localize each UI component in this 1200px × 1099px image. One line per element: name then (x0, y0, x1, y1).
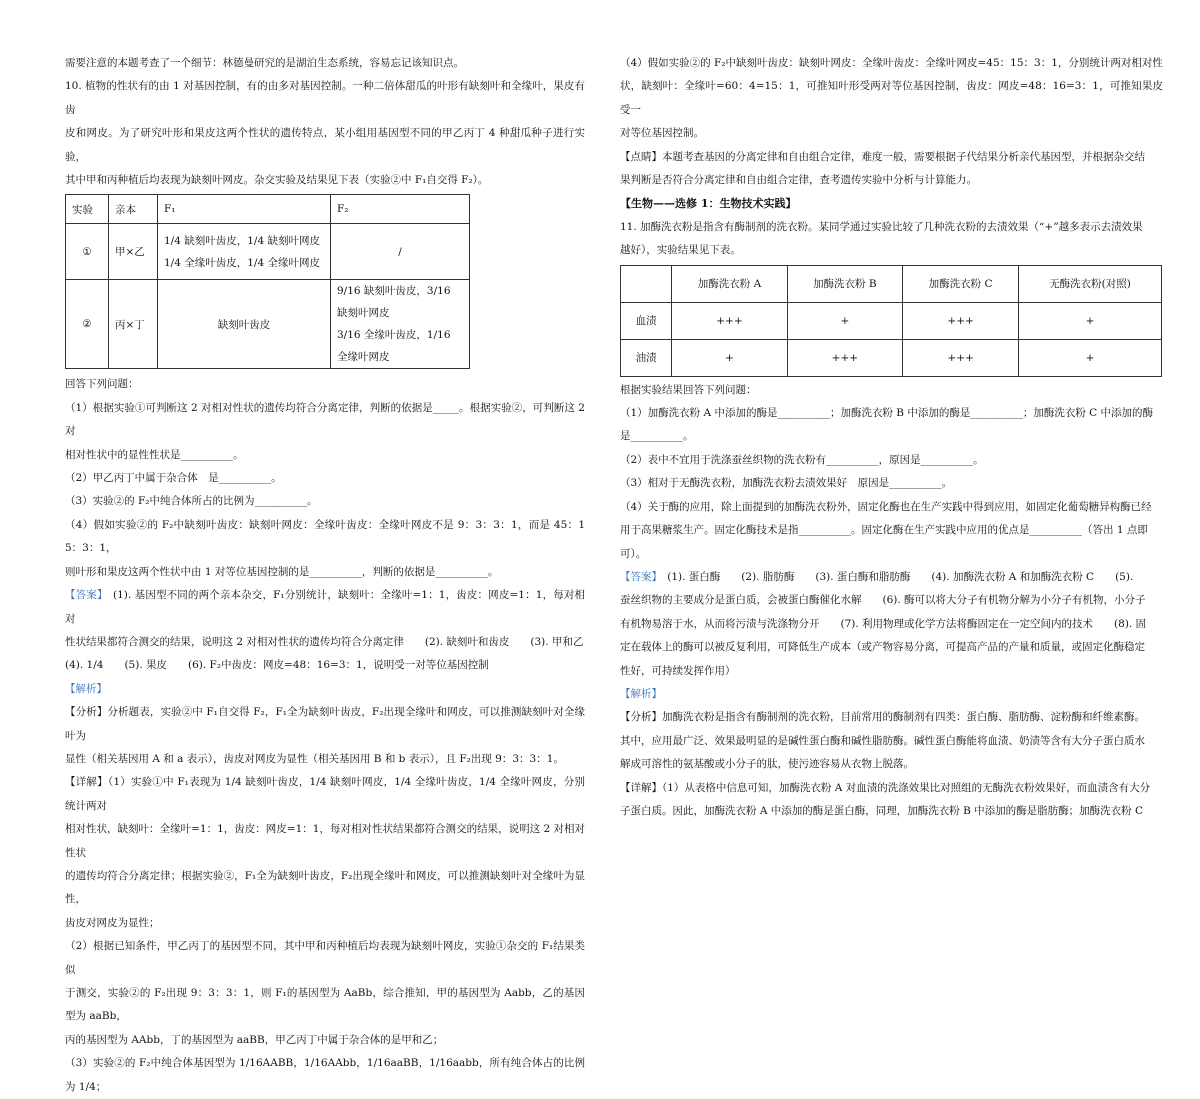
detail-paragraph: 的遗传均符合分离定律；根据实验②，F₁全为缺刻叶齿皮，F₂出现全缘叶和网皮，可以推测缺刻叶对全缘叶为显性， (65, 869, 585, 906)
answer-block (620, 566, 1163, 589)
table-header (621, 265, 672, 302)
table-cell: / (331, 224, 470, 280)
table-cell: +++ (787, 339, 903, 376)
table-header: 加酶洗衣粉 B (787, 265, 903, 302)
answer-block (65, 584, 585, 631)
question-11-text: 越好），实验结果见下表。 (620, 244, 741, 257)
detail-paragraph: 【详解】（1）从表格中信息可知，加酶洗衣粉 A 对血渍的洗涤效果比对照组的无酶洗衣粉效果好，而血渍含有大分 (620, 781, 1151, 794)
sub-question-4: （4）关于酶的应用，除上面提到的加酶洗衣粉外，固定化酶也在生产实践中得到应用，如固定化葡萄糖异构酶已经 (620, 500, 1152, 513)
analysis-tag: 【分析】 (65, 706, 108, 719)
detail-paragraph: （4）假如实验②的 F₂中缺刻叶齿皮：缺刻叶网皮：全缘叶齿皮：全缘叶网皮=45：15：3：1，分别统计两对相对性 (620, 57, 1163, 69)
left-column (65, 52, 585, 1099)
table-header-row (66, 195, 470, 224)
analysis-label: 【解析】 (620, 687, 662, 700)
answer-text: 定在载体上的酶可以被反复利用，可降低生产成本（或产物容易分离，可提高产品的产量和质量，或固定化酶稳定 (620, 641, 1145, 654)
tip-paragraph: 【点睛】本题考查基因的分离定律和自由组合定律，难度一般，需要根据子代结果分析亲代基因型，并根据杂交结 (620, 150, 1145, 163)
sub-question-1: 相对性状中的显性性状是__________。 (65, 448, 244, 461)
detail-tag: 【详解】 (65, 776, 108, 789)
table-header: 无酶洗衣粉(对照) (1019, 265, 1162, 302)
table-cell: ② (66, 280, 109, 369)
answer-text: (1). 基因型不同的两个亲本杂交，F₁分别统计，缺刻叶：全缘叶=1：1，齿皮：网皮=1：1，每对相对 (65, 589, 586, 625)
sub-question-4: （4）假如实验②的 F₂中缺刻叶齿皮：缺刻叶网皮：全缘叶齿皮：全缘叶网皮不是 9：3：3：1，而是 45：15：3：1， (65, 518, 585, 555)
detergent-table (620, 265, 1162, 377)
table-cell: + (1019, 302, 1162, 339)
table-cell (158, 224, 331, 280)
answer-text: 性好，可持续发挥作用） (620, 664, 736, 677)
answer-text: 蚕丝织物的主要成分是蛋白质，会被蛋白酶催化水解 (6). 酶可以将大分子有机物分解为小分子有机物，小分子 (620, 594, 1146, 607)
detail-paragraph: （3）实验②的 F₂中纯合体基因型为 1/16AABB，1/16AAbb，1/16aaBB，1/16aabb，所有纯合体占的比例为 1/4； (65, 1057, 585, 1093)
analysis-label: 【解析】 (65, 682, 107, 695)
cell-line: 1/4 缺刻叶齿皮，1/4 缺刻叶网皮 (164, 234, 320, 247)
question-11-text: 11. 加酶洗衣粉是指含有酶制剂的洗衣粉。某同学通过实验比较了几种洗衣粉的去渍效果（“+”越多表示去渍效果 (620, 220, 1143, 233)
sub-question-4: 则叶形和果皮这两个性状中由 1 对等位基因控制的是__________，判断的依据是__________。 (65, 565, 499, 578)
sub-question-2: （2）甲乙丙丁中属于杂合体 是__________。 (65, 472, 282, 485)
sub-question-1: （1）加酶洗衣粉 A 中添加的酶是__________；加酶洗衣粉 B 中添加的酶是__________；加酶洗衣粉 C 中添加的酶 (620, 407, 1154, 420)
table-cell (331, 280, 470, 369)
table-cell: +++ (672, 302, 787, 339)
table-cell: 丙×丁 (109, 280, 158, 369)
question-10-text: 10. 植物的性状有的由 1 对基因控制，有的由多对基因控制。一种二倍体甜瓜的叶形有缺刻叶和全缘叶，果皮有齿 (65, 80, 585, 116)
analysis-paragraph: 显性（相关基因用 A 和 a 表示），齿皮对网皮为显性（相关基因用 B 和 b 表示），且 F₂出现 9：3：3：1。 (65, 752, 564, 765)
table-cell: + (1019, 339, 1162, 376)
detail-paragraph: 相对性状，缺刻叶：全缘叶=1：1，齿皮：网皮=1：1，每对相对性状结果都符合测交的结果，说明这 2 对相对性状 (65, 823, 585, 859)
question-10-text: 其中甲和丙种植后均表现为缺刻叶网皮。杂交实验及结果见下表（实验②中 F₁自交得 F₂）。 (65, 174, 489, 187)
table-cell: 血渍 (621, 302, 672, 339)
sub-question-3: （3）实验②的 F₂中纯合体所占的比例为__________。 (65, 495, 318, 508)
tip-tag: 【点睛】 (620, 150, 662, 163)
right-column (620, 52, 1163, 823)
table-row (621, 339, 1162, 376)
table-header: 实验 (66, 195, 109, 224)
analysis-paragraph: 【分析】分析题表，实验②中 F₁自交得 F₂，F₁全为缺刻叶齿皮，F₂出现全缘叶和网皮，可以推测缺刻叶对全缘叶为 (65, 706, 585, 742)
sub-question-1: （1）根据实验①可判断这 2 对相对性状的遗传均符合分离定律，判断的依据是_____。根据实验②，可判断这 2 对 (65, 401, 585, 438)
answer-label: 【答案】 (65, 589, 103, 602)
table-header: 加酶洗衣粉 A (672, 265, 787, 302)
cross-experiment-table (65, 194, 470, 369)
table-cell: +++ (903, 339, 1019, 376)
table-header-row (621, 265, 1162, 302)
table-row (66, 224, 470, 280)
table-row (621, 302, 1162, 339)
table-header: F₁ (158, 195, 331, 224)
table-cell: +++ (903, 302, 1019, 339)
section-heading: 【生物——选修 1：生物技术实践】 (620, 197, 797, 211)
analysis-tag: 【分析】 (620, 711, 662, 724)
detail-paragraph: 于测交，实验②的 F₂出现 9：3：3：1，则 F₁的基因型为 AaBb，综合推知，甲的基因型为 Aabb，乙的基因型为 aaBb， (65, 987, 585, 1023)
answer-text: 有机物易溶于水，从而将污渍与洗涤物分开 (7). 利用物理或化学方法将酶固定在一定空间内的技术 (8). 固 (620, 617, 1147, 630)
analysis-paragraph: 【分析】加酶洗衣粉是指含有酶制剂的洗衣粉，目前常用的酶制剂有四类：蛋白酶、脂肪酶、淀粉酶和纤维素酶。 (620, 711, 1145, 724)
cell-line: 1/4 全缘叶齿皮，1/4 全缘叶网皮 (164, 256, 320, 269)
sub-question-2: （2）表中不宜用于洗涤蚕丝织物的洗衣粉有__________，原因是__________。 (620, 453, 984, 466)
table-header: 亲本 (109, 195, 158, 224)
questions-intro: 根据实验结果回答下列问题： (620, 383, 757, 396)
detail-paragraph: （2）根据已知条件，甲乙丙丁的基因型不同，其中甲和丙种植后均表现为缺刻叶网皮，实验①杂交的 F₁结果类似 (65, 940, 585, 976)
cell-line: 3/16 全缘叶齿皮，1/16 全缘叶网皮 (337, 329, 451, 364)
sub-question-4: 用于高果糖浆生产。固定化酶技术是指__________。固定化酶在生产实践中应用的优点是__________（答出 1 点即 (620, 524, 1148, 537)
sub-question-4: 可）。 (620, 547, 647, 560)
intro-paragraph: 需要注意的本题考查了一个细节：林德曼研究的是湖泊生态系统，容易忘记该知识点。 (65, 57, 464, 69)
detail-tag: 【详解】 (620, 781, 662, 794)
table-cell: + (787, 302, 903, 339)
answer-text: (1). 蛋白酶 (2). 脂肪酶 (3). 蛋白酶和脂肪酶 (4). 加酶洗衣粉 A 和加酶洗衣粉 C (5). (656, 570, 1134, 583)
detail-paragraph: 对等位基因控制。 (620, 127, 704, 140)
cell-line: 9/16 缺刻叶齿皮，3/16 缺刻叶网皮 (337, 285, 451, 320)
detail-paragraph: 状，缺刻叶：全缘叶=60：4=15：1，可推知叶形受两对等位基因控制，齿皮：网皮=48：16=3：1，可推知果皮受一 (620, 80, 1163, 116)
table-header: F₂ (331, 195, 470, 224)
sub-question-3: （3）相对于无酶洗衣粉，加酶洗衣粉去渍效果好 原因是__________。 (620, 477, 953, 490)
table-cell: + (672, 339, 787, 376)
detail-paragraph: 丙的基因型为 AAbb，丁的基因型为 aaBB，甲乙丙丁中属于杂合体的是甲和乙； (65, 1033, 444, 1046)
answer-text: (4). 1/4 (5). 果皮 (6). F₂中齿皮：网皮=48：16=3：1，说明受一对等位基因控制 (65, 659, 489, 672)
table-cell: 甲×乙 (109, 224, 158, 280)
table-cell: 缺刻叶齿皮 (158, 280, 331, 369)
answer-text: 性状结果都符合测交的结果，说明这 2 对相对性状的遗传均符合分离定律 (2). 缺刻叶和齿皮 (3). 甲和乙 (65, 635, 584, 648)
question-10-text: 皮和网皮。为了研究叶形和果皮这两个性状的遗传特点，某小组用基因型不同的甲乙丙丁 4 种甜瓜种子进行实验， (65, 127, 585, 163)
detail-paragraph: 子蛋白质。因此，加酶洗衣粉 A 中添加的酶是蛋白酶，同理，加酶洗衣粉 B 中添加的酶是脂肪酶；加酶洗衣粉 C (620, 804, 1144, 817)
detail-paragraph: 【详解】（1）实验①中 F₁表现为 1/4 缺刻叶齿皮，1/4 缺刻叶网皮，1/4 全缘叶齿皮，1/4 全缘叶网皮，分别统计两对 (65, 776, 586, 812)
answer-label: 【答案】 (620, 570, 657, 583)
analysis-paragraph: 解成可溶性的氨基酸或小分子的肽，使污迹容易从衣物上脱落。 (620, 758, 914, 771)
sub-question-1: 是__________。 (620, 430, 694, 443)
tip-paragraph: 果判断是否符合分离定律和自由组合定律，查考遗传实验中分析与计算能力。 (620, 174, 977, 187)
table-cell: ① (66, 224, 109, 280)
questions-intro: 回答下列问题： (65, 378, 139, 391)
analysis-paragraph: 其中，应用最广泛、效果最明显的是碱性蛋白酶和碱性脂肪酶。碱性蛋白酶能将血渍、奶渍等含有大分子蛋白质水 (620, 734, 1145, 747)
table-row (66, 280, 470, 369)
table-cell: 油渍 (621, 339, 672, 376)
detail-paragraph: 齿皮对网皮为显性； (65, 916, 160, 929)
table-header: 加酶洗衣粉 C (903, 265, 1019, 302)
